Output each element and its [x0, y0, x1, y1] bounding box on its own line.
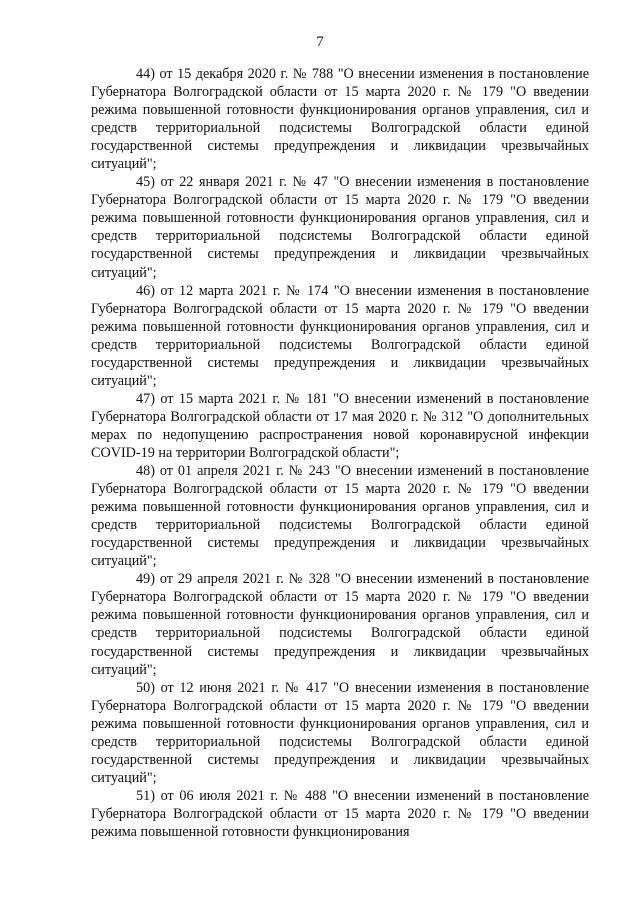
- list-item: 48) от 01 апреля 2021 г. № 243 "О внесении изменений в постановление Губернатора Волгоградской области от 15 марта 2020 г. № 179 "О введении режима повышенной готовности функционирования органов управления, сил и средств территориальной подсистемы Волгоградской области единой государственной системы предупреждения и ликвидации чрезвычайных ситуаций";: [91, 463, 589, 570]
- document-body: [91, 65, 589, 841]
- page-number: 7: [316, 34, 324, 50]
- list-item: 44) от 15 декабря 2020 г. № 788 "О внесении изменения в постановление Губернатора Волгоградской области от 15 марта 2020 г. № 179 "О введении режима повышенной готовности функционирования органов управления, сил и средств территориальной подсистемы Волгоградской области единой государственной системы предупреждения и ликвидации чрезвычайных ситуаций";: [91, 66, 589, 173]
- list-item: 49) от 29 апреля 2021 г. № 328 "О внесении изменений в постановление Губернатора Волгоградской области от 15 марта 2020 г. № 179 "О введении режима повышенной готовности функционирования органов управления, сил и средств территориальной подсистемы Волгоградской области единой государственной системы предупреждения и ликвидации чрезвычайных ситуаций";: [91, 571, 589, 678]
- list-item: 50) от 12 июня 2021 г. № 417 "О внесении изменения в постановление Губернатора Волгоградской области от 15 марта 2020 г. № 179 "О введении режима повышенной готовности функционирования органов управления, сил и средств территориальной подсистемы Волгоградской области единой государственной системы предупреждения и ликвидации чрезвычайных ситуаций";: [91, 679, 589, 786]
- list-item: 51) от 06 июля 2021 г. № 488 "О внесении изменений в постановление Губернатора Волгоградской области от 15 марта 2020 г. № 179 "О введении режима повышенной готовности функционирования: [91, 787, 589, 840]
- list-item: 45) от 22 января 2021 г. № 47 "О внесении изменения в постановление Губернатора Волгоградской области от 15 марта 2020 г. № 179 "О введении режима повышенной готовности функционирования органов управления, сил и средств территориальной подсистемы Волгоградской области единой государственной системы предупреждения и ликвидации чрезвычайных ситуаций";: [91, 174, 589, 281]
- list-item: 46) от 12 марта 2021 г. № 174 "О внесении изменения в постановление Губернатора Волгоградской области от 15 марта 2020 г. № 179 "О введении режима повышенной готовности функционирования органов управления, сил и средств территориальной подсистемы Волгоградской области единой государственной системы предупреждения и ликвидации чрезвычайных ситуаций";: [91, 282, 589, 389]
- list-item: 47) от 15 марта 2021 г. № 181 "О внесении изменений в постановление Губернатора Волгоградской области от 17 мая 2020 г. № 312 "О дополнительных мерах по недопущению распространения новой коронавирусной инфекции COVID-19 на территории Волгоградской области";: [91, 390, 589, 461]
